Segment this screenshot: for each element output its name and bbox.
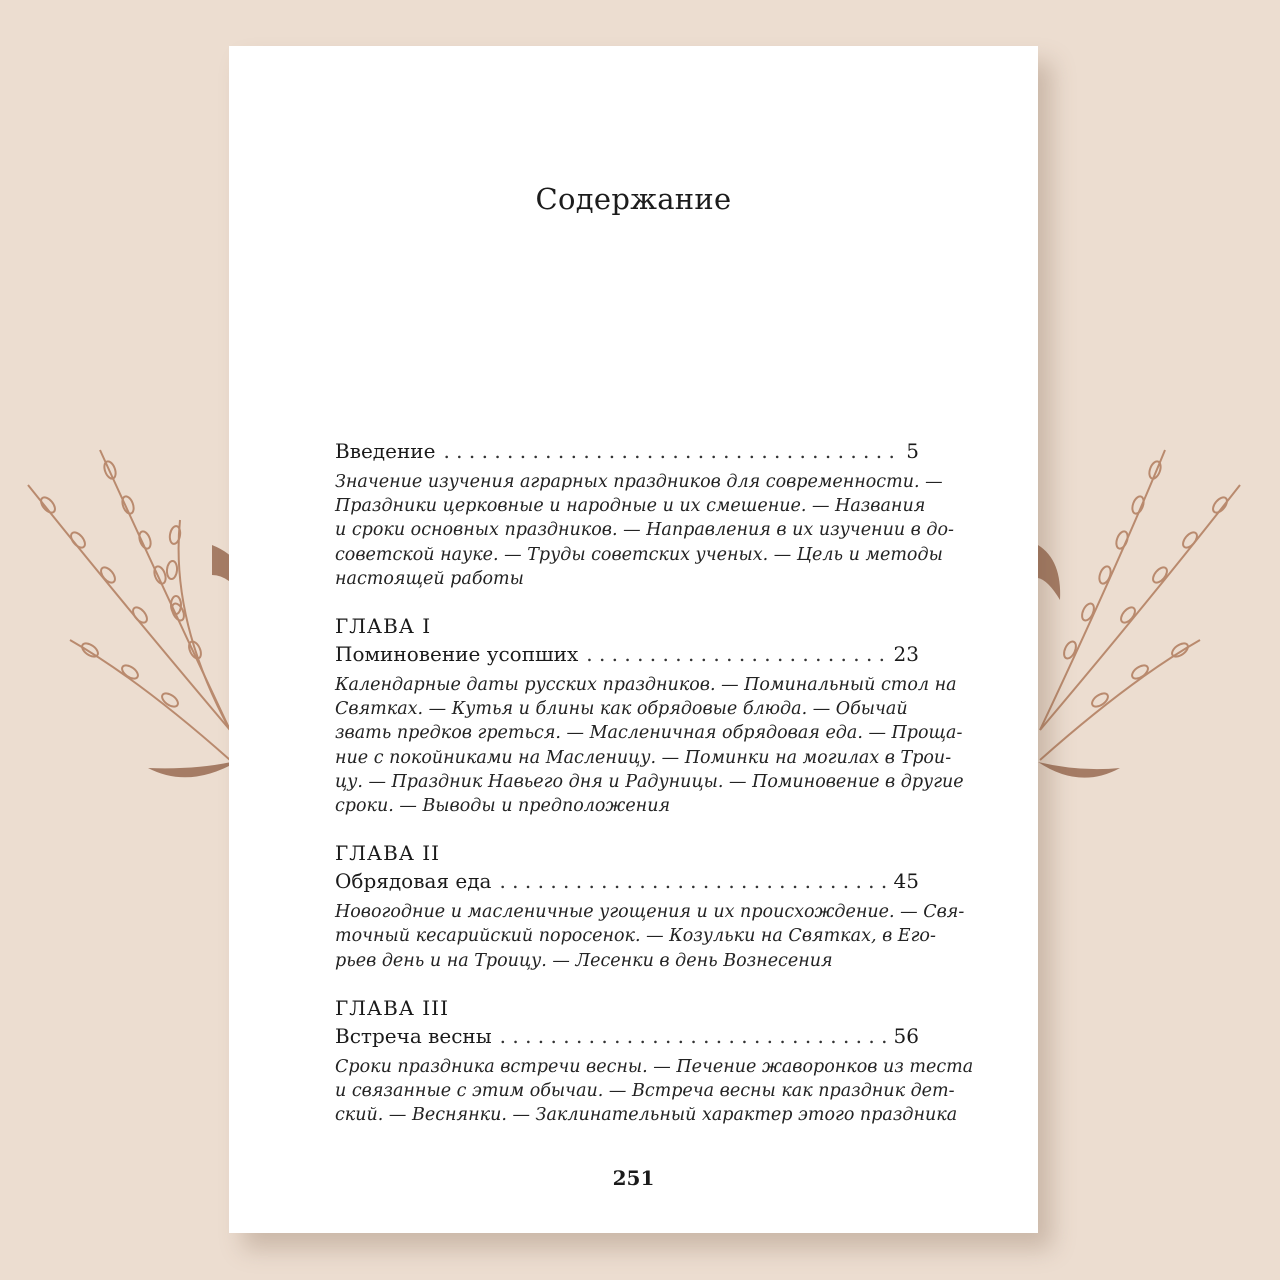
dot-leader bbox=[586, 639, 885, 669]
dot-leader bbox=[500, 1021, 886, 1051]
toc-heading: Поминовение усопших bbox=[335, 642, 579, 667]
toc-description bbox=[335, 673, 964, 818]
desc-line: точный кесарийский поросенок. — Козульки на Святках, в Его- bbox=[335, 926, 936, 947]
toc-heading-line bbox=[335, 866, 919, 896]
chapter-label: ГЛАВА II bbox=[335, 841, 441, 866]
toc-page-number: 56 bbox=[893, 1023, 919, 1048]
toc-entry-chapter-2 bbox=[335, 840, 965, 973]
toc-entry-chapter-1 bbox=[335, 613, 964, 818]
desc-line: Календарные даты русских праздников. — Поминальный стол на bbox=[335, 675, 957, 696]
toc-description bbox=[335, 900, 965, 973]
dot-leader bbox=[443, 436, 898, 466]
desc-line: Значение изучения аграрных праздников для современности. — bbox=[335, 472, 943, 492]
toc-page-number: 45 bbox=[893, 869, 919, 894]
desc-line: ский. — Веснянки. — Заклинательный характер этого праздника bbox=[335, 1105, 958, 1126]
toc-entry-chapter-3 bbox=[335, 995, 974, 1128]
toc-heading: Введение bbox=[335, 439, 436, 463]
toc-heading-line bbox=[335, 1021, 919, 1051]
desc-line: Новогодние и масленичные угощения и их происхождение. — Свя- bbox=[335, 902, 965, 923]
desc-line: цу. — Праздник Навьего дня и Радуницы. — Поминовение в другие bbox=[335, 771, 964, 792]
desc-line: и связанные с этим обычаи. — Встреча весны как праздник дет- bbox=[335, 1081, 955, 1102]
desc-line: ние с покойниками на Масленицу. — Поминки на могилах в Трои- bbox=[335, 747, 952, 768]
chapter-label: ГЛАВА I bbox=[335, 614, 432, 639]
desc-line: рьев день и на Троицу. — Лесенки в день Вознесения bbox=[335, 950, 833, 971]
desc-line: советской науке. — Труды советских ученых. — Цель и методы bbox=[335, 544, 943, 565]
desc-line: сроки. — Выводы и предположения bbox=[335, 796, 671, 817]
toc-heading: Встреча весны bbox=[335, 1023, 492, 1048]
toc-page-number: 23 bbox=[893, 642, 919, 667]
toc-entry-introduction bbox=[335, 436, 954, 591]
table-of-contents bbox=[335, 436, 974, 1127]
page-number: 251 bbox=[612, 1166, 655, 1190]
desc-line: звать предков греться. — Масленичная обрядовая еда. — Проща- bbox=[335, 723, 963, 744]
desc-line: настоящей работы bbox=[335, 568, 524, 589]
dot-leader bbox=[499, 866, 885, 896]
toc-heading-line bbox=[335, 639, 919, 669]
book-page bbox=[229, 46, 1038, 1233]
toc-page-number: 5 bbox=[906, 439, 919, 463]
page-title: Содержание bbox=[535, 182, 732, 216]
desc-line: Сроки праздника встречи весны. — Печение жаворонков из теста bbox=[335, 1056, 974, 1077]
chapter-label: ГЛАВА III bbox=[335, 995, 449, 1020]
toc-description bbox=[335, 1055, 974, 1128]
toc-heading: Обрядовая еда bbox=[335, 869, 492, 894]
desc-line: Святках. — Кутья и блины как обрядовые блюда. — Обычай bbox=[335, 699, 908, 720]
desc-line: Праздники церковные и народные и их смешение. — Названия bbox=[335, 496, 926, 517]
toc-description bbox=[335, 470, 954, 591]
toc-heading-line bbox=[335, 436, 919, 466]
desc-line: и сроки основных праздников. — Направления в их изучении в до- bbox=[335, 520, 954, 541]
